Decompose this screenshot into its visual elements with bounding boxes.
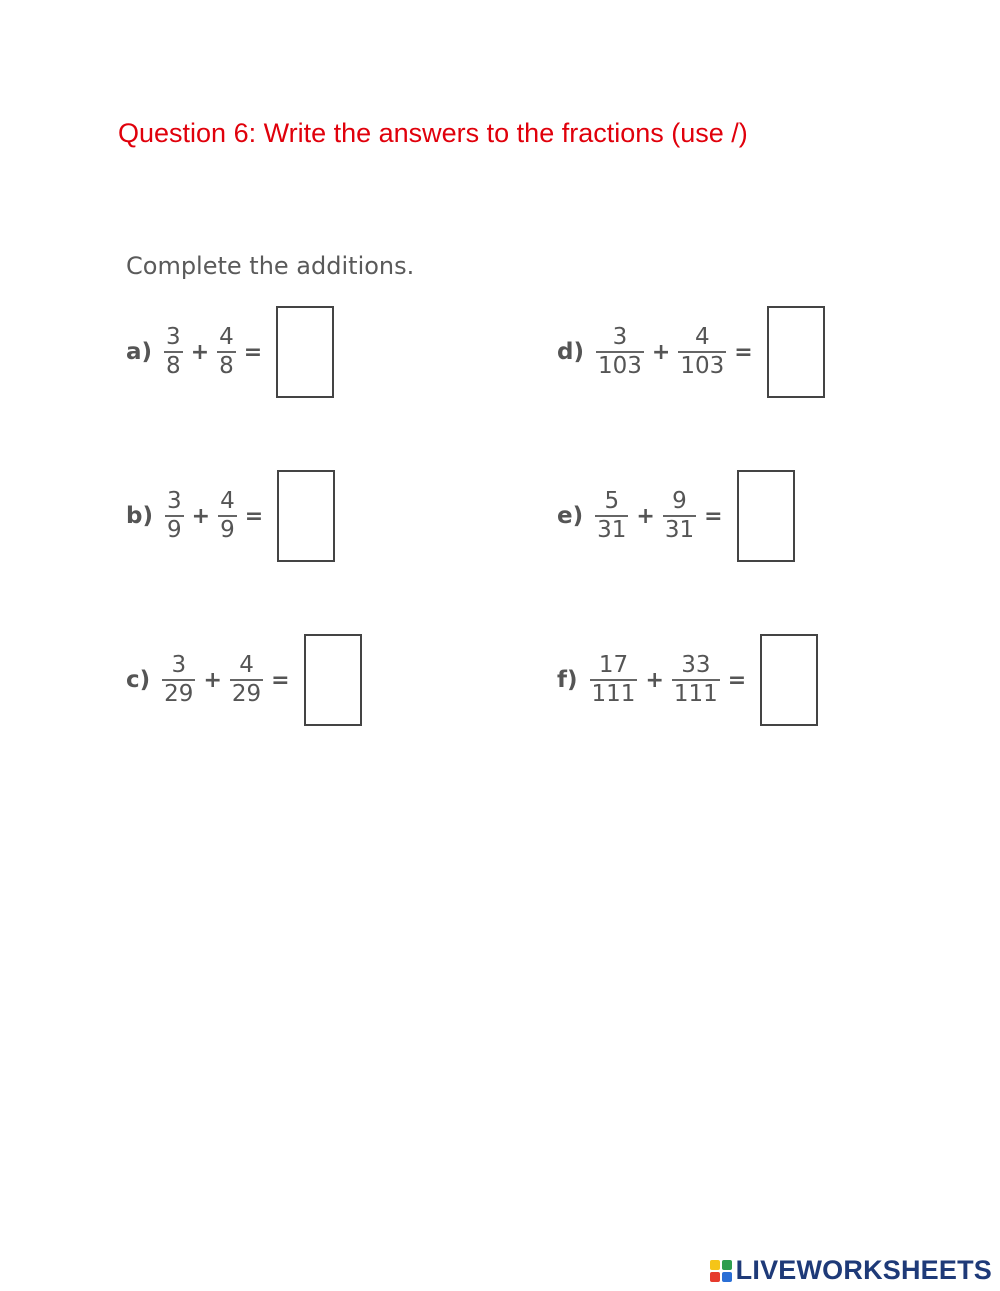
problem-label: f) (557, 667, 578, 693)
denominator: 111 (673, 681, 718, 707)
answer-box-c[interactable] (304, 634, 362, 726)
fraction-2 (218, 490, 237, 542)
fraction-1 (595, 490, 628, 542)
equals-sign: = (727, 667, 747, 693)
fraction-1 (596, 326, 644, 378)
denominator: 111 (591, 681, 636, 707)
problem-label: e) (557, 503, 584, 529)
denominator: 31 (664, 517, 695, 543)
numerator: 5 (604, 488, 620, 514)
numerator: 3 (171, 652, 187, 678)
denominator: 29 (231, 681, 262, 707)
liveworksheets-brand (710, 1255, 992, 1286)
answer-box-f[interactable] (760, 634, 818, 726)
equals-sign: = (244, 503, 264, 529)
denominator: 9 (220, 517, 235, 543)
fraction-1 (590, 654, 638, 706)
fraction-2 (672, 654, 720, 706)
answer-box-e[interactable] (737, 470, 795, 562)
problem-label: c) (126, 667, 151, 693)
equals-sign: = (243, 339, 263, 365)
problem-label: a) (126, 339, 153, 365)
logo-square-blue (722, 1272, 732, 1282)
problem-label: b) (126, 503, 153, 529)
problem-b (126, 470, 335, 562)
problem-label: d) (557, 339, 584, 365)
fraction-2 (663, 490, 696, 542)
numerator: 4 (219, 324, 234, 350)
numerator: 4 (239, 652, 254, 678)
fraction-2 (230, 654, 263, 706)
answer-box-d[interactable] (767, 306, 825, 398)
instruction-text: Complete the additions. (126, 252, 415, 280)
numerator: 3 (166, 488, 182, 514)
denominator: 103 (680, 353, 725, 379)
problem-d (557, 306, 825, 398)
denominator: 9 (166, 517, 182, 543)
equals-sign: = (704, 503, 723, 529)
problem-a (126, 306, 334, 398)
answer-box-b[interactable] (277, 470, 335, 562)
fraction-1 (162, 654, 195, 706)
question-title: Question 6: Write the answers to the fractions (use /) (118, 118, 748, 148)
plus-sign: + (190, 339, 210, 365)
equals-sign: = (271, 667, 290, 693)
numerator: 4 (220, 488, 235, 514)
problem-c (126, 634, 362, 726)
plus-sign: + (191, 503, 211, 529)
denominator: 103 (597, 353, 642, 379)
logo-square-yellow (710, 1260, 720, 1270)
brand-name: LIVEWORKSHEETS (735, 1255, 992, 1285)
problem-f (557, 634, 818, 726)
numerator: 3 (612, 324, 628, 350)
fraction-2 (678, 326, 726, 378)
plus-sign: + (636, 503, 655, 529)
problem-e (557, 470, 795, 562)
liveworksheets-logo-icon (710, 1260, 732, 1282)
fraction-1 (165, 490, 184, 542)
numerator: 4 (694, 324, 710, 350)
equals-sign: = (734, 339, 753, 365)
logo-square-green (722, 1260, 732, 1270)
logo-square-red (710, 1272, 720, 1282)
fraction-2 (217, 326, 236, 378)
numerator: 9 (672, 488, 687, 514)
numerator: 33 (681, 652, 711, 678)
denominator: 29 (164, 681, 194, 707)
plus-sign: + (651, 339, 671, 365)
denominator: 31 (597, 517, 627, 543)
numerator: 3 (166, 324, 181, 350)
denominator: 8 (219, 353, 234, 379)
plus-sign: + (645, 667, 664, 693)
answer-box-a[interactable] (276, 306, 334, 398)
fraction-1 (164, 326, 183, 378)
numerator: 17 (598, 652, 629, 678)
denominator: 8 (166, 353, 181, 379)
plus-sign: + (203, 667, 222, 693)
